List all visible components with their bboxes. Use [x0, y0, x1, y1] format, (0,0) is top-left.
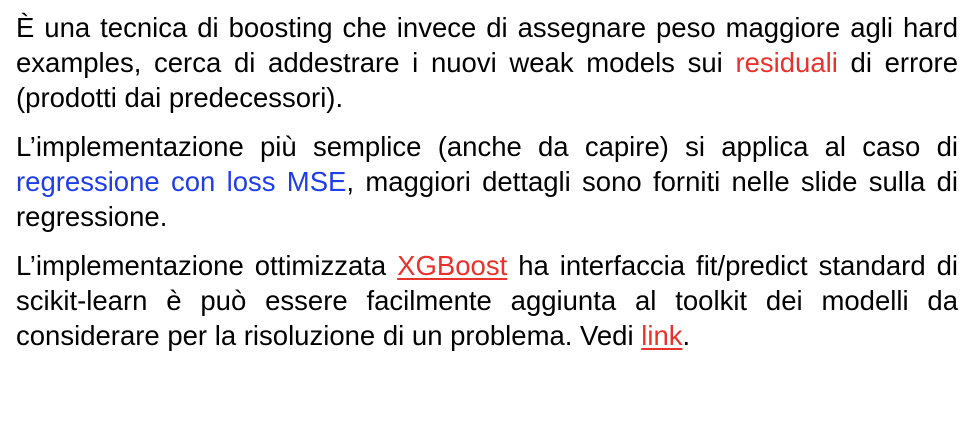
xgboost-link[interactable]: XGBoost: [397, 250, 508, 281]
paragraph-2-text-end: , maggiori dettagli sono forniti nelle slide sulla di regressione.: [16, 166, 959, 232]
slide-text-body: [16, 10, 958, 367]
paragraph-xgboost: [16, 248, 958, 353]
residuali-highlight: residuali: [735, 47, 838, 78]
paragraph-1-text-start: È una tecnica di boosting che invece di assegnare peso maggiore agli hard examples, cerca di addestrare i nuovi weak models sui: [16, 12, 958, 78]
paragraph-3-text-end: .: [682, 320, 691, 351]
paragraph-boosting-description: [16, 10, 958, 115]
vedi-link[interactable]: link: [641, 320, 683, 351]
paragraph-3-text-middle: ha interfaccia fit/predict standard di scikit-learn è può essere facilmente aggiunta al toolkit dei modelli da considerare per la risoluzione di un problema. Vedi: [16, 250, 958, 351]
paragraph-1-text-end: di errore (prodotti dai predecessori).: [16, 47, 958, 113]
regression-mse-highlight: regressione con loss MSE: [16, 166, 347, 197]
paragraph-implementation-simple: [16, 129, 958, 234]
paragraph-3-text-start: L’implementazione ottimizzata: [16, 250, 398, 281]
paragraph-2-text-start: L’implementazione più semplice (anche da capire) si applica al caso di: [16, 131, 958, 162]
